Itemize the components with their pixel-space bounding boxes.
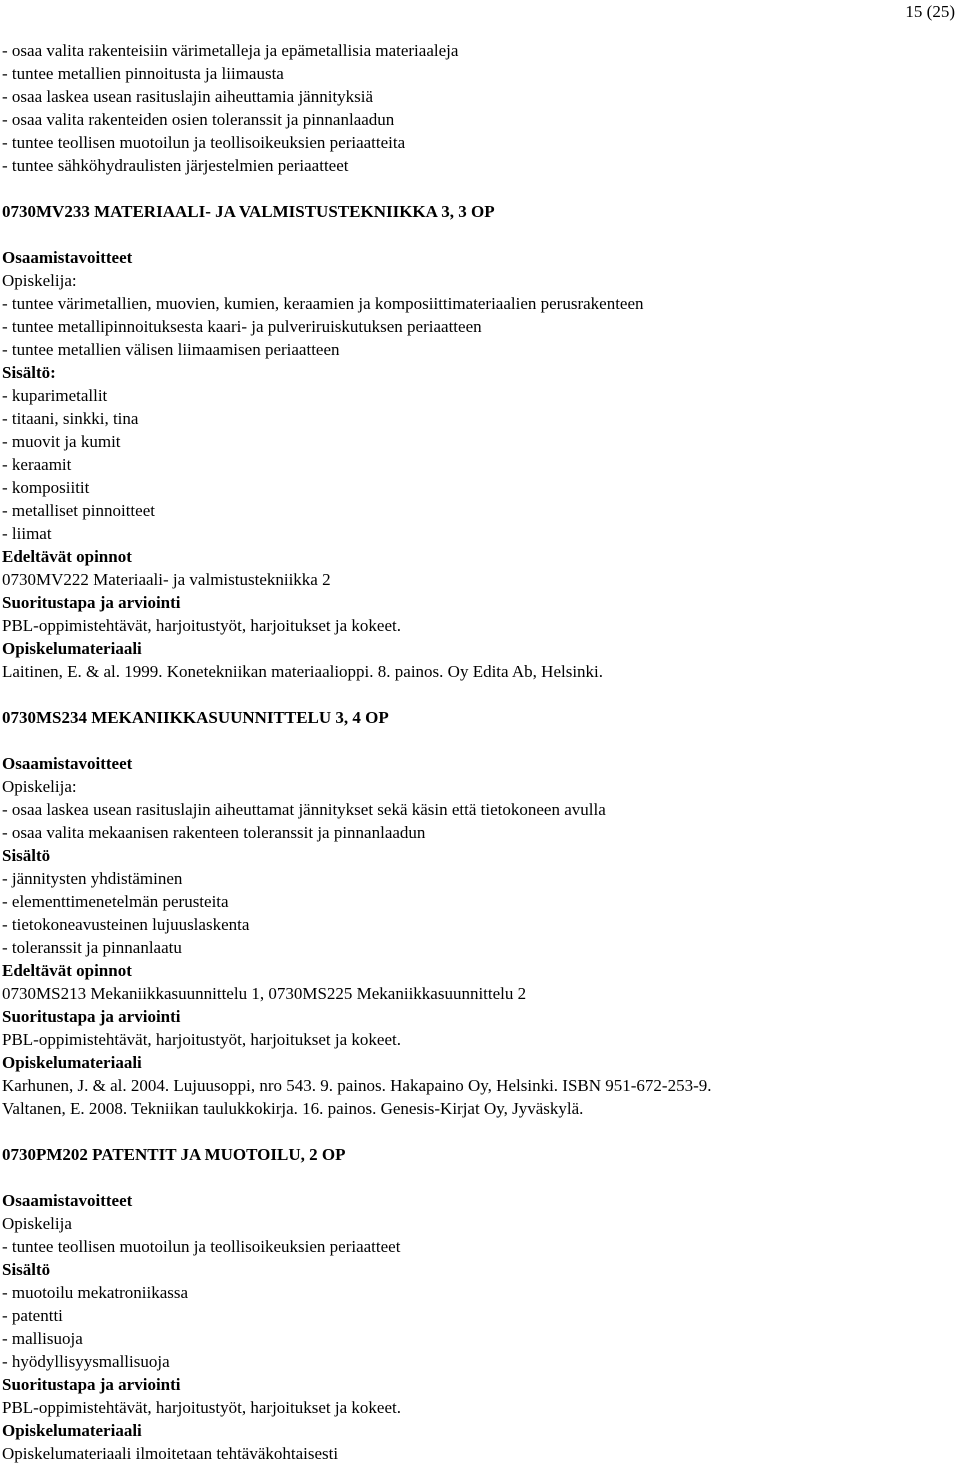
method-text: PBL-oppimistehtävät, harjoitustyöt, harjoitukset ja kokeet. bbox=[2, 1030, 401, 1049]
method-text: PBL-oppimistehtävät, harjoitustyöt, harjoitukset ja kokeet. bbox=[2, 1398, 401, 1417]
list-item: - tuntee teollisen muotoilun ja teollisoikeuksien periaatteita bbox=[2, 133, 406, 152]
prereq-text: 0730MS213 Mekaniikkasuunnittelu 1, 0730MS225 Mekaniikkasuunnittelu 2 bbox=[2, 984, 527, 1003]
list-item: - kuparimetallit bbox=[2, 386, 108, 405]
list-item: - tuntee teollisen muotoilun ja teollisoikeuksien periaatteet bbox=[2, 1237, 401, 1256]
list-item: - tietokoneavusteinen lujuuslaskenta bbox=[2, 915, 250, 934]
intro-list bbox=[2, 39, 952, 177]
list-item: - jännitysten yhdistäminen bbox=[2, 869, 183, 888]
list-item: - mallisuoja bbox=[2, 1329, 83, 1348]
course-section bbox=[2, 706, 952, 1120]
list-item: - tuntee metallien pinnoitusta ja liimausta bbox=[2, 64, 284, 83]
student-label: Opiskelija bbox=[2, 1214, 72, 1233]
list-item: - elementtimenetelmän perusteita bbox=[2, 892, 229, 911]
list-item: - muovit ja kumit bbox=[2, 432, 121, 451]
course-title: 0730MV233 MATERIAALI- JA VALMISTUSTEKNIIKKA 3, 3 OP bbox=[2, 202, 495, 221]
prereq-heading: Edeltävät opinnot bbox=[2, 961, 132, 980]
method-heading: Suoritustapa ja arviointi bbox=[2, 1375, 181, 1394]
material-item: Valtanen, E. 2008. Tekniikan taulukkokirja. 16. painos. Genesis-Kirjat Oy, Jyväskylä. bbox=[2, 1099, 584, 1118]
content-heading: Sisältö: bbox=[2, 363, 56, 382]
material-heading: Opiskelumateriaali bbox=[2, 639, 142, 658]
list-item: - toleranssit ja pinnanlaatu bbox=[2, 938, 182, 957]
method-text: PBL-oppimistehtävät, harjoitustyöt, harjoitukset ja kokeet. bbox=[2, 616, 401, 635]
list-item: - osaa valita mekaanisen rakenteen toleranssit ja pinnanlaadun bbox=[2, 823, 426, 842]
outcomes-heading: Osaamistavoitteet bbox=[2, 248, 133, 267]
prereq-text: 0730MV222 Materiaali- ja valmistustekniikka 2 bbox=[2, 570, 331, 589]
content-heading: Sisältö bbox=[2, 846, 51, 865]
course-section bbox=[2, 200, 952, 683]
list-item: - osaa laskea usean rasituslajin aiheuttamia jännityksiä bbox=[2, 87, 374, 106]
list-item: - patentti bbox=[2, 1306, 63, 1325]
page-number: 15 (25) bbox=[905, 2, 955, 21]
course-title: 0730MS234 MEKANIIKKASUUNNITTELU 3, 4 OP bbox=[2, 708, 389, 727]
outcomes-heading: Osaamistavoitteet bbox=[2, 754, 133, 773]
prereq-heading: Edeltävät opinnot bbox=[2, 547, 132, 566]
list-item: - hyödyllisyysmallisuoja bbox=[2, 1352, 170, 1371]
student-label: Opiskelija: bbox=[2, 777, 77, 796]
outcomes-heading: Osaamistavoitteet bbox=[2, 1191, 133, 1210]
list-item: - osaa valita rakenteisiin värimetalleja ja epämetallisia materiaaleja bbox=[2, 41, 459, 60]
list-item: - tuntee metallien välisen liimaamisen periaatteen bbox=[2, 340, 340, 359]
material-item: Karhunen, J. & al. 2004. Lujuusoppi, nro 543. 9. painos. Hakapaino Oy, Helsinki. ISBN 951-672-253-9. bbox=[2, 1076, 712, 1095]
material-item: Laitinen, E. & al. 1999. Konetekniikan materiaalioppi. 8. painos. Oy Edita Ab, Helsinki. bbox=[2, 662, 604, 681]
material-heading: Opiskelumateriaali bbox=[2, 1053, 142, 1072]
list-item: - osaa laskea usean rasituslajin aiheuttamat jännitykset sekä käsin että tietokoneen avulla bbox=[2, 800, 606, 819]
student-label: Opiskelija: bbox=[2, 271, 77, 290]
content-heading: Sisältö bbox=[2, 1260, 51, 1279]
course-section bbox=[2, 1143, 952, 1465]
list-item: - komposiitit bbox=[2, 478, 90, 497]
course-title: 0730PM202 PATENTIT JA MUOTOILU, 2 OP bbox=[2, 1145, 346, 1164]
method-heading: Suoritustapa ja arviointi bbox=[2, 593, 181, 612]
material-heading: Opiskelumateriaali bbox=[2, 1421, 142, 1440]
list-item: - osaa valita rakenteiden osien toleranssit ja pinnanlaadun bbox=[2, 110, 395, 129]
list-item: - tuntee metallipinnoituksesta kaari- ja pulveriruiskutuksen periaatteen bbox=[2, 317, 482, 336]
document-body bbox=[2, 39, 952, 1465]
list-item: - tuntee värimetallien, muovien, kumien, keraamien ja komposiittimateriaalien perusrakenteen bbox=[2, 294, 644, 313]
list-item: - tuntee sähköhydraulisten järjestelmien periaatteet bbox=[2, 156, 349, 175]
list-item: - metalliset pinnoitteet bbox=[2, 501, 155, 520]
material-item: Opiskelumateriaali ilmoitetaan tehtäväkohtaisesti bbox=[2, 1444, 339, 1463]
list-item: - liimat bbox=[2, 524, 52, 543]
list-item: - keraamit bbox=[2, 455, 72, 474]
list-item: - muotoilu mekatroniikassa bbox=[2, 1283, 189, 1302]
list-item: - titaani, sinkki, tina bbox=[2, 409, 139, 428]
method-heading: Suoritustapa ja arviointi bbox=[2, 1007, 181, 1026]
